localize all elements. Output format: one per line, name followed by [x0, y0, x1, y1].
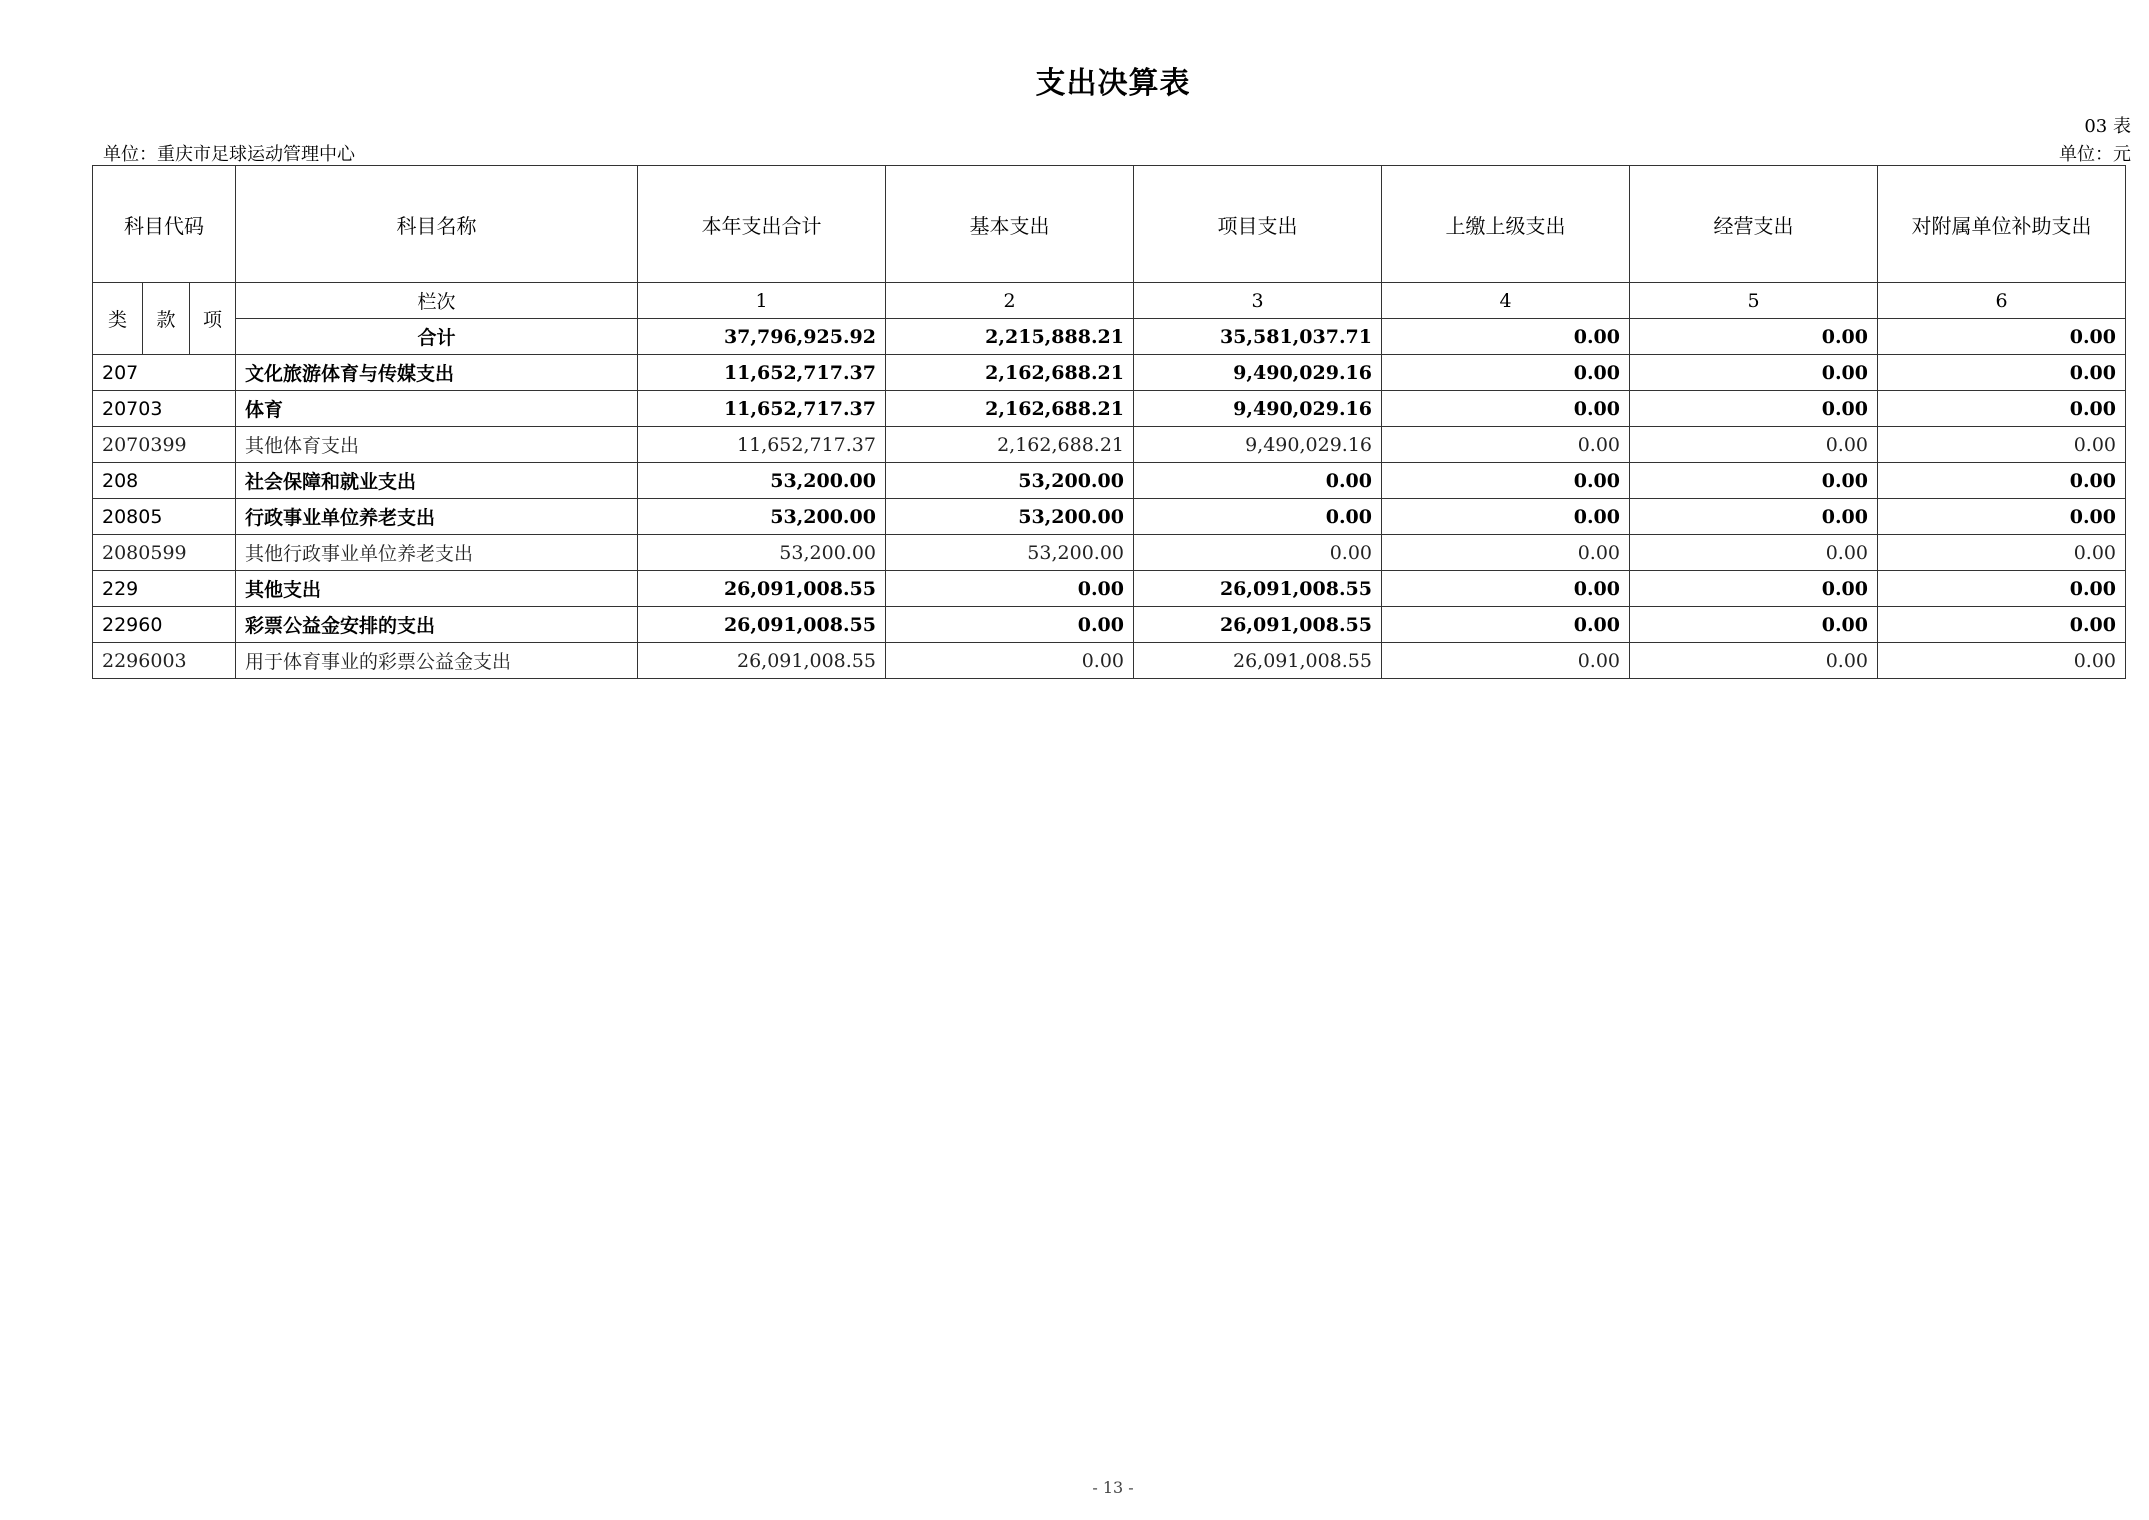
row-total: 53,200.00: [638, 535, 886, 571]
row-subsidy: 0.00: [1878, 535, 2126, 571]
row-business: 0.00: [1630, 427, 1878, 463]
row-basic: 53,200.00: [886, 463, 1134, 499]
row-name: 用于体育事业的彩票公益金支出: [236, 643, 638, 679]
row-subsidy: 0.00: [1878, 427, 2126, 463]
row-total: 11,652,717.37: [638, 427, 886, 463]
row-total: 53,200.00: [638, 499, 886, 535]
expenditure-table: [92, 165, 2126, 679]
row-code: 229: [93, 571, 236, 607]
row-project: 26,091,008.55: [1134, 571, 1382, 607]
header-code: 科目代码: [93, 166, 236, 283]
reporting-unit: 单位：重庆市足球运动管理中心: [103, 144, 355, 165]
row-basic: 2,162,688.21: [886, 355, 1134, 391]
row-upper: 0.00: [1382, 571, 1630, 607]
row-upper: 0.00: [1382, 535, 1630, 571]
row-code: 2296003: [93, 643, 236, 679]
header-kuan: 款: [143, 283, 190, 355]
row-basic: 2,162,688.21: [886, 427, 1134, 463]
row-basic: 53,200.00: [886, 535, 1134, 571]
row-name: 其他行政事业单位养老支出: [236, 535, 638, 571]
row-upper: 0.00: [1382, 355, 1630, 391]
row-project: 9,490,029.16: [1134, 391, 1382, 427]
column-index-4: 4: [1382, 283, 1630, 319]
table-row: [93, 355, 2126, 391]
total-subsidy: 0.00: [1878, 319, 2126, 355]
row-subsidy: 0.00: [1878, 643, 2126, 679]
row-code: 207: [93, 355, 236, 391]
row-project: 9,490,029.16: [1134, 427, 1382, 463]
row-business: 0.00: [1630, 607, 1878, 643]
header-xiang: 项: [190, 283, 236, 355]
row-subsidy: 0.00: [1878, 571, 2126, 607]
header-project: 项目支出: [1134, 166, 1382, 283]
row-project: 0.00: [1134, 535, 1382, 571]
row-business: 0.00: [1630, 391, 1878, 427]
row-name: 彩票公益金安排的支出: [236, 607, 638, 643]
total-basic: 2,215,888.21: [886, 319, 1134, 355]
row-total: 26,091,008.55: [638, 607, 886, 643]
row-upper: 0.00: [1382, 643, 1630, 679]
header-subsidy: 对附属单位补助支出: [1878, 166, 2126, 283]
row-subsidy: 0.00: [1878, 499, 2126, 535]
total-row: [93, 319, 2126, 355]
row-name: 其他支出: [236, 571, 638, 607]
row-total: 11,652,717.37: [638, 391, 886, 427]
header-total: 本年支出合计: [638, 166, 886, 283]
column-index-3: 3: [1134, 283, 1382, 319]
total-total: 37,796,925.92: [638, 319, 886, 355]
row-basic: 0.00: [886, 607, 1134, 643]
header-name: 科目名称: [236, 166, 638, 283]
row-name: 文化旅游体育与传媒支出: [236, 355, 638, 391]
row-total: 53,200.00: [638, 463, 886, 499]
row-subsidy: 0.00: [1878, 355, 2126, 391]
currency-unit: 单位：元: [2059, 144, 2131, 165]
table-row: [93, 499, 2126, 535]
table-row: [93, 643, 2126, 679]
row-total: 11,652,717.37: [638, 355, 886, 391]
row-total: 26,091,008.55: [638, 571, 886, 607]
row-basic: 2,162,688.21: [886, 391, 1134, 427]
row-business: 0.00: [1630, 499, 1878, 535]
total-label: 合计: [236, 319, 638, 355]
row-business: 0.00: [1630, 571, 1878, 607]
row-name: 行政事业单位养老支出: [236, 499, 638, 535]
header-basic: 基本支出: [886, 166, 1134, 283]
row-subsidy: 0.00: [1878, 391, 2126, 427]
table-number: 03 表: [2084, 116, 2131, 137]
row-business: 0.00: [1630, 535, 1878, 571]
row-upper: 0.00: [1382, 463, 1630, 499]
row-project: 26,091,008.55: [1134, 643, 1382, 679]
header-row: [93, 166, 2126, 283]
page-title: 支出决算表: [1035, 66, 1191, 101]
page-number: - 13 -: [1092, 1478, 1134, 1497]
row-project: 0.00: [1134, 499, 1382, 535]
column-index-6: 6: [1878, 283, 2126, 319]
row-code: 208: [93, 463, 236, 499]
row-subsidy: 0.00: [1878, 607, 2126, 643]
row-upper: 0.00: [1382, 391, 1630, 427]
row-subsidy: 0.00: [1878, 463, 2126, 499]
row-basic: 0.00: [886, 571, 1134, 607]
row-code: 2080599: [93, 535, 236, 571]
column-index-5: 5: [1630, 283, 1878, 319]
row-total: 26,091,008.55: [638, 643, 886, 679]
row-code: 20703: [93, 391, 236, 427]
header-business: 经营支出: [1630, 166, 1878, 283]
column-index-1: 1: [638, 283, 886, 319]
row-basic: 53,200.00: [886, 499, 1134, 535]
row-business: 0.00: [1630, 355, 1878, 391]
total-project: 35,581,037.71: [1134, 319, 1382, 355]
row-name: 社会保障和就业支出: [236, 463, 638, 499]
table-row: [93, 391, 2126, 427]
table-row: [93, 571, 2126, 607]
row-business: 0.00: [1630, 643, 1878, 679]
total-upper: 0.00: [1382, 319, 1630, 355]
row-upper: 0.00: [1382, 427, 1630, 463]
total-business: 0.00: [1630, 319, 1878, 355]
row-project: 9,490,029.16: [1134, 355, 1382, 391]
header-upper: 上缴上级支出: [1382, 166, 1630, 283]
row-code: 22960: [93, 607, 236, 643]
table-row: [93, 607, 2126, 643]
column-index-row: [93, 283, 2126, 319]
row-code: 2070399: [93, 427, 236, 463]
table-row: [93, 427, 2126, 463]
row-upper: 0.00: [1382, 607, 1630, 643]
row-project: 0.00: [1134, 463, 1382, 499]
row-name: 其他体育支出: [236, 427, 638, 463]
row-name: 体育: [236, 391, 638, 427]
header-lei: 类: [93, 283, 143, 355]
row-basic: 0.00: [886, 643, 1134, 679]
row-business: 0.00: [1630, 463, 1878, 499]
row-code: 20805: [93, 499, 236, 535]
row-upper: 0.00: [1382, 499, 1630, 535]
column-index-2: 2: [886, 283, 1134, 319]
table-row: [93, 463, 2126, 499]
column-label: 栏次: [236, 283, 638, 319]
row-project: 26,091,008.55: [1134, 607, 1382, 643]
table-row: [93, 535, 2126, 571]
